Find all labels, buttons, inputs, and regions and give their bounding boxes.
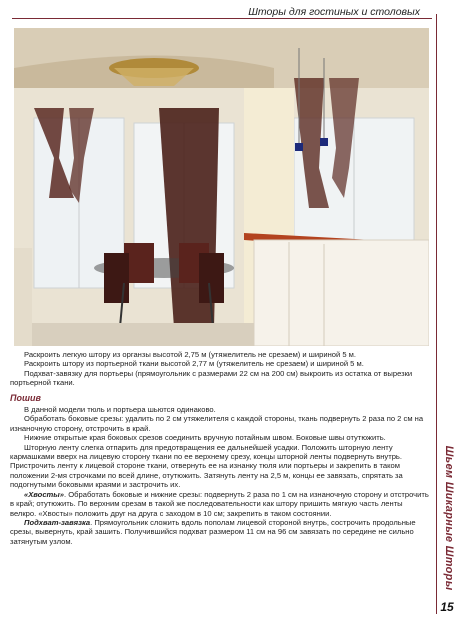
tails-paragraph [10, 490, 430, 518]
intro-paragraph: Подхват-завязку для портьеры (прямоугольник с размерами 22 см на 200 см) выкроить из остатка от вырезки портьерной ткани. [10, 368, 413, 388]
tails-text: . Обработать боковые и нижние срезы: подвернуть 2 раза по 1 см на изнаночную сторону и отстрочить в край; отутюжить. По верхним срезам в такой же последовательности как штору пришить мягкую часть ленты велкро. «Хвосты» положить друг на друга с заходом в 10 см; закрепить в таком состоянии. [10, 489, 429, 518]
tails-label: «Хвосты» [24, 489, 65, 499]
article-text [10, 350, 430, 546]
intro-paragraph: Раскроить легкую штору из органзы высотой 2,75 м (утяжелитель не срезаем) и шириной 5 м. [24, 350, 357, 359]
body-paragraph: Обработать боковые срезы: удалить по 2 см утяжелителя с каждой стороны, ткань подвернуть 2 раза по 2 см на изнаночную сторону, отстрочить в край. [10, 414, 424, 433]
section-heading: Пошив [10, 392, 41, 403]
tieback-paragraph [10, 518, 430, 546]
running-header: Шторы для гостиных и столовых [244, 6, 424, 18]
margin-rule [436, 14, 437, 614]
header-rule [12, 18, 432, 19]
body-paragraph: Нижние открытые края боковых срезов соединить вручную потайным швом. Боковые швы отутюжить. [24, 433, 386, 443]
tieback-label: Подхват-завязка [24, 517, 91, 527]
tieback-text: . Прямоугольник сложить вдоль пополам лицевой стороной внутрь, сострочить продольные срезы, вывернуть, край зашить. Получившийся подхват размером 11 см на 96 см завязать по середине не сильно затянутым узлом. [10, 517, 416, 546]
side-title: Шьем Шикарные Шторы [443, 445, 455, 591]
intro-paragraph: Раскроить штору из портьерной ткани высотой 2,77 м (утяжелитель не срезаем) и шириной 5 м. [24, 359, 364, 369]
room-photo-illustration [14, 28, 429, 346]
body-paragraph: В данной модели тюль и портьера шьются одинаково. [24, 405, 216, 415]
body-paragraph: Шторную ленту слегка отпарить для предотвращения ее дальнейшей усадки. Положить шторную ленту кармашками вверх на лицевую сторону ткани по ее верхнему срезу, концы шторной ленты подвернуть внутрь. Пристрочить ленту к лицевой стороне ткани, отвернуть ее на изнанку тюля или портьеры и закрепить в таком положении 2-мя строчками по всей длине, отутюжить. Затянуть ленту на 2,5 м, концы ее завязать, спрятать за подогнутыми боковыми краями и застрочить их. [10, 442, 403, 490]
room-photo [14, 28, 429, 346]
page-number: 15 [440, 600, 454, 614]
